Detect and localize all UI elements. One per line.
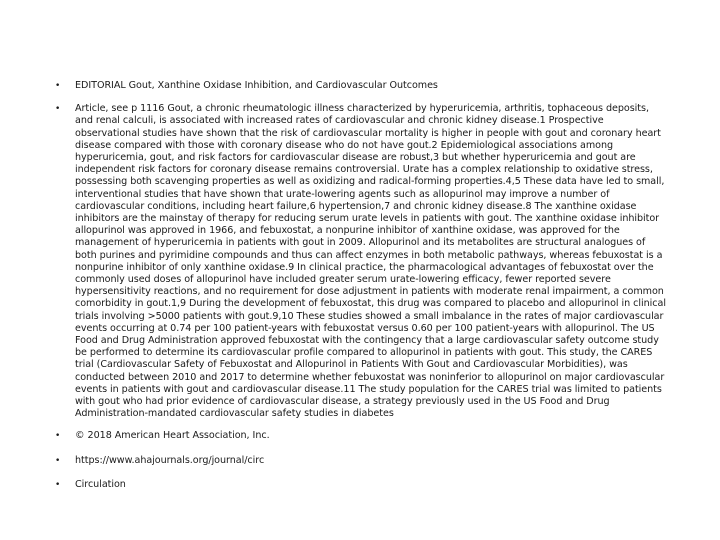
bullet-copyright [52, 430, 667, 442]
bullet-text: Circulation [75, 478, 126, 490]
bullet-text: Article, see p 1116 Gout, a chronic rheumatologic illness characterized by hyperuricemia, arthritis, tophaceous deposits, and renal calculi, is associated with increased rates of cardiovascular and chronic kidney disease.1 Prospective observational studies have shown that the risk of cardiovascular mortality is higher in people with gout and coronary heart disease compared with those with coronary disease who do not have gout.2 Epidemiological associations among hyperuricemia, gout, and risk factors for cardiovascular disease are robust,3 but whether hyperuricemia and gout are independent risk factors for coronary disease remains controversial. Urate has a complex relationship to oxidative stress, possessing both scavenging properties as well as oxidizing and radical-forming properties.4,5 These data have led to small, interventional studies that have shown that urate-lowering agents such as allopurinol may improve a number of cardiovascular conditions, including heart failure,6 hypertension,7 and chronic kidney disease.8 The xanthine oxidase inhibitors are the mainstay of therapy for reducing serum urate levels in patients with gout. The xanthine oxidase inhibitor allopurinol was approved in 1966, and febuxostat, a nonpurine inhibitor of xanthine oxidase, was approved for the management of hyperuricemia in patients with gout in 2009. Allopurinol and its metabolites are structural analogues of both purines and pyrimidine compounds and thus can affect enzymes in both metabolic pathways, whereas febuxostat is a nonpurine inhibitor of only xanthine oxidase.9 In clinical practice, the pharmacological advantages of febuxostat over the commonly used doses of allopurinol have included greater serum urate-lowering efficacy, fewer reported severe hypersensitivity reactions, and no requirement for dose adjustment in patients with moderate renal impairment, a common comorbidity in gout.1,9 During the development of febuxostat, this drug was compared to placebo and allopurinol in clinical trials involving >5000 patients with gout.9,10 These studies showed a small imbalance in the rates of major cardiovascular events occurring at 0.74 per 100 patient-years with febuxostat versus 0.60 per 100 patient-years with allopurinol. The US Food and Drug Administration approved febuxostat with the contingency that a large cardiovascular safety outcome study be performed to determine its cardiovascular profile compared to allopurinol in patients with gout. This study, the CARES trial (Cardiovascular Safety of Febuxostat and Allopurinol in Patients With Gout and Cardiovascular Morbidities), was conducted between 2010 and 2017 to determine whether febuxostat was noninferior to allopurinol on major cardiovascular events in patients with gout and cardiovascular disease.11 The study population for the CARES trial was limited to patients with gout who had prior evidence of cardiovascular disease, a strategy previously used in the US Food and Drug Administration-mandated cardiovascular safety studies in diabetes [75, 103, 666, 420]
bullet-text: https://www.ahajournals.org/journal/circ [75, 454, 265, 466]
bullet-marker: • [55, 81, 61, 91]
bullet-article-body [52, 103, 667, 420]
bullet-journal [52, 479, 667, 491]
bullet-list [52, 80, 667, 491]
bullet-text: © 2018 American Heart Association, Inc. [75, 430, 270, 442]
bullet-marker: • [55, 455, 61, 466]
bullet-marker: • [55, 431, 61, 442]
bullet-url [52, 455, 667, 467]
bullet-marker: • [55, 479, 61, 490]
bullet-marker: • [55, 104, 61, 115]
bullet-editorial-title [52, 80, 667, 92]
bullet-text: EDITORIAL Gout, Xanthine Oxidase Inhibition, and Cardiovascular Outcomes [75, 80, 438, 91]
